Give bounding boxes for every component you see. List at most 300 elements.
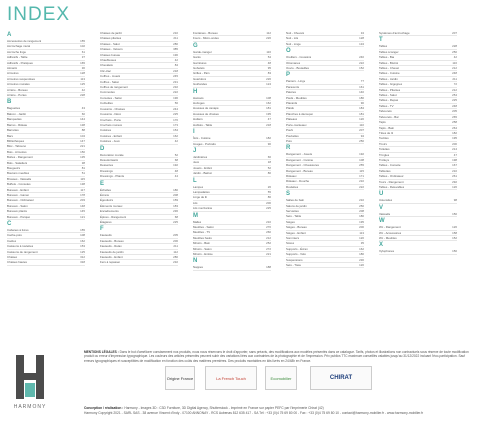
entry-name: Garde-manger: [193, 49, 212, 54]
entry-page: 18: [267, 160, 271, 165]
index-entry: [100, 260, 178, 265]
entry-page: 68: [174, 157, 178, 162]
entry-name: Textiles: [379, 136, 389, 141]
entry-name: Ouvre - Bouteilles: [286, 66, 309, 71]
entry-page: 128: [80, 71, 85, 76]
entry-name: Fauteuils de jardin: [100, 249, 124, 254]
index-letter: U: [379, 191, 384, 198]
index-entry: [193, 265, 271, 270]
entry-name: Cadres: [7, 238, 17, 243]
entry-page: 44: [174, 174, 178, 179]
entry-page: 26: [267, 184, 271, 189]
entry-page: 126: [452, 225, 457, 230]
entry-name: Épices - Rangement: [100, 214, 127, 219]
entry-page: 248: [452, 71, 457, 76]
entry-name: Bougeoirs: [7, 165, 21, 170]
entry-page: 128: [359, 36, 364, 41]
entry-page: 162: [173, 133, 178, 138]
entry-page: 42: [174, 139, 178, 144]
entry-name: Égouttoirs: [100, 198, 114, 203]
entry-name: Commodes: [100, 90, 115, 95]
entry-name: Chaises de jardin: [100, 31, 123, 35]
entry-name: Tables - Bistrot: [379, 60, 399, 65]
entry-page: 42: [81, 87, 85, 92]
entry-name: Banquettes: [7, 117, 22, 122]
entry-name: Tables - Relevables: [379, 184, 405, 189]
index-entry: [193, 123, 271, 128]
index-entry: [7, 215, 85, 220]
entry-name: Tables - Jardin: [379, 76, 398, 81]
entry-page: 35: [360, 241, 364, 246]
entry-page: 51: [81, 171, 85, 176]
entry-page: 113: [80, 76, 85, 81]
entry-name: Systèmes d'accrochage: [379, 31, 410, 35]
entry-name: Bureaux - Parquet: [7, 214, 31, 219]
entry-page: 47: [453, 152, 457, 157]
entry-name: Rangement - Chaussures: [286, 163, 319, 168]
entry-page: 211: [173, 36, 178, 41]
entry-name: Horloges: [193, 101, 205, 106]
entry-name: Gobelets: [193, 66, 205, 71]
harmony-logo: [8, 353, 52, 413]
entry-name: Sièges: [286, 219, 295, 224]
entry-page: 184: [359, 106, 364, 111]
index-letter: H: [193, 88, 198, 95]
entry-name: Boîtes - Rangement: [7, 155, 33, 160]
entry-name: Roulettes: [286, 184, 299, 189]
entry-page: 140: [359, 90, 364, 95]
entry-page: 265: [452, 114, 457, 119]
entry-page: 260: [266, 230, 271, 235]
entry-page: 196: [173, 52, 178, 57]
entry-name: Éléments muraux: [100, 203, 123, 208]
entry-name: Wc - Meubles: [379, 236, 397, 240]
entry-page: 292: [452, 179, 457, 184]
entry-name: Tables - TV: [379, 103, 394, 108]
entry-page: 228: [80, 93, 85, 98]
entry-name: Balcon - Jardin: [7, 111, 27, 116]
index-letter: P: [286, 72, 291, 79]
index-entry: [100, 139, 178, 144]
entry-name: Têtes de lit: [379, 130, 394, 135]
entry-name: Pieds - Meubles: [286, 95, 307, 100]
entry-name: Bars: [7, 133, 13, 138]
entry-name: Fers à repasser: [100, 260, 121, 265]
entry-page: 232: [173, 260, 178, 265]
entry-page: 90: [267, 141, 271, 146]
entry-name: Tables - Gigognes: [379, 82, 403, 87]
entry-name: Tabourets: [379, 109, 392, 114]
entry-name: Lampadaires: [193, 189, 210, 194]
entry-page: 42: [174, 58, 178, 63]
entry-name: Jeux: [193, 160, 200, 165]
entry-name: Lampes: [193, 184, 204, 189]
entry-name: Fauteuils - Bureau: [100, 238, 124, 243]
entry-name: Cuisines - Jeux: [100, 139, 120, 144]
entry-page: 98: [453, 198, 457, 203]
entry-name: Tapis - Bain: [379, 125, 395, 130]
entry-page: 225: [173, 112, 178, 117]
entry-page: 200: [266, 200, 271, 205]
entry-name: Bibliothèques: [7, 138, 25, 143]
origin-badge: Origine France: [165, 366, 195, 390]
entry-name: Hublots - Table: [193, 122, 213, 127]
entry-name: Bureaux - Salon: [7, 203, 28, 208]
entry-page: 162: [80, 238, 85, 243]
entry-page: 125: [80, 249, 85, 254]
entry-page: 117: [80, 187, 85, 192]
entry-name: Coussins - Déco: [100, 112, 122, 117]
entry-page: 181: [359, 111, 364, 116]
entry-page: 124: [266, 82, 271, 87]
entry-name: Rideaux: [286, 173, 297, 178]
entry-name: Plateaux: [286, 117, 298, 122]
entry-name: Arrière - Portes: [7, 93, 27, 98]
index-entry: [286, 139, 364, 144]
index-entry: [100, 174, 178, 179]
entry-page: 225: [266, 206, 271, 211]
index-letter: A: [7, 32, 12, 38]
entry-name: Chauffeuses: [100, 58, 117, 63]
entry-page: 258: [452, 120, 457, 125]
entry-name: Bureaux - Enfant: [7, 187, 29, 192]
index-letter: T: [379, 37, 383, 44]
entry-page: 56: [174, 101, 178, 106]
entry-name: Accessoires de rangement: [7, 39, 42, 43]
entry-page: 272: [266, 246, 271, 251]
entry-page: 182: [266, 136, 271, 141]
entry-page: 90: [360, 101, 364, 106]
entry-name: Sommiers: [286, 236, 300, 240]
entry-name: Miroirs - Bain: [193, 241, 211, 246]
page-title: INDEX: [7, 4, 71, 25]
entry-name: Dressings - Pliants: [100, 174, 125, 179]
brand-name: HARMONY: [13, 404, 47, 410]
legal-notice: [84, 350, 474, 363]
entry-name: Lits: [193, 200, 198, 205]
entry-name: Pots: [286, 138, 292, 143]
entry-name: Baguettes: [7, 106, 21, 111]
entry-page: 88: [81, 128, 85, 133]
index-letter: X: [379, 242, 384, 249]
entry-name: Sièges - Enfant: [286, 230, 306, 235]
entry-name: Cabanes à livres: [7, 228, 29, 232]
chirat-badge: CHIRAT: [310, 366, 372, 390]
entry-page: 236: [173, 209, 178, 214]
entry-name: Tapis: [379, 120, 386, 125]
entry-page: 150: [80, 149, 85, 154]
credits-text: Harmony - Images 3D : C3D Furniture, 3D Digital Agency, Shutterstock - Imprimé en France sur papier PEFC par l'Imprimerie Chirat (42): [124, 406, 324, 410]
entry-name: Armoires suspendues: [7, 76, 35, 81]
entry-page: 120: [359, 117, 364, 122]
entry-page: 72: [453, 82, 457, 87]
entry-page: 145: [80, 209, 85, 214]
entry-page: 195: [359, 219, 364, 224]
entry-page: 165: [80, 60, 85, 65]
entry-name: Brosses - Vaisselle: [7, 176, 32, 181]
entry-page: 255: [359, 163, 364, 168]
entry-page: 221: [80, 144, 85, 149]
entry-name: Fontaines - Bureau: [193, 31, 218, 35]
entry-page: 250: [359, 203, 364, 208]
index-letter: W: [379, 218, 385, 225]
entry-page: 210: [266, 219, 271, 224]
entry-page: 38: [81, 160, 85, 165]
entry-name: Stores: [286, 241, 295, 246]
entry-name: Tables - Chevet: [379, 66, 400, 71]
credits: [84, 406, 474, 416]
entry-name: Oreillers - Coussins: [286, 55, 312, 60]
entry-page: 104: [80, 133, 85, 138]
entry-name: Nuit - Chevets: [286, 31, 305, 35]
entry-page: 192: [173, 163, 178, 168]
entry-page: 210: [359, 179, 364, 184]
entry-name: Toilettes: [379, 147, 390, 152]
index-letter: I: [193, 129, 195, 136]
entry-page: 84: [174, 63, 178, 68]
entry-page: 196: [173, 95, 178, 100]
entry-page: 250: [359, 138, 364, 143]
entry-name: Aimants: [7, 66, 18, 71]
entry-name: Gants: [193, 55, 201, 60]
company-address: Harmony Copyright 2021 - SARL SAS - 38 avenue Vincent d'Indy - 07100 ANNONAY - RCS Aubenas 812 635 417 - SA Tél : +33 (0)4 75 69 80 00 - Fax : +33 (0)4 75 69 80 10 - contact@harmony-mobilier.fr - www.harmony-mobilier.fr: [84, 410, 424, 415]
index-column: [379, 31, 457, 255]
entry-page: 138: [80, 122, 85, 127]
entry-name: Tables: [379, 44, 388, 49]
entry-page: 108: [80, 233, 85, 238]
index-column: [193, 31, 271, 271]
entry-name: Tables - Console: [379, 163, 401, 168]
entry-name: Nuit - Lits: [286, 36, 299, 41]
entry-name: Ustensiles: [379, 198, 393, 203]
entry-page: 150: [452, 211, 457, 216]
entry-name: Fours - Micro-ondes: [193, 36, 219, 41]
entry-page: 120: [359, 236, 364, 240]
entry-page: 208: [359, 208, 364, 213]
entry-name: Échelles: [100, 187, 111, 192]
entry-page: 218: [266, 122, 271, 127]
entry-page: 221: [266, 252, 271, 256]
credits-label: Conception / réalisation :: [84, 406, 124, 410]
entry-page: 116: [266, 49, 271, 54]
entry-page: 180: [359, 252, 364, 257]
index-entry: [286, 42, 364, 47]
entry-name: Encadrements: [100, 209, 119, 214]
index-entry: [193, 171, 271, 176]
index-entry: [379, 198, 457, 203]
entry-name: Guéridons: [193, 76, 207, 81]
entry-page: 48: [267, 60, 271, 65]
entry-name: Tables - Salon: [379, 93, 398, 98]
footer: [0, 346, 480, 427]
entry-name: Meubles hauts: [193, 235, 212, 240]
index-entry: [379, 31, 457, 36]
entry-name: Accroche linge: [7, 49, 26, 54]
entry-page: 245: [173, 74, 178, 79]
entry-page: 77: [360, 79, 364, 84]
entry-name: Rangement - Jouets: [286, 152, 313, 157]
entry-name: Plaids: [286, 106, 294, 111]
entry-page: 173: [173, 122, 178, 127]
entry-name: Nappes: [193, 265, 203, 270]
entry-name: Patères: [286, 90, 296, 95]
entry-name: Huiliers: [193, 117, 203, 122]
entry-name: Coffres - Salon: [100, 79, 120, 84]
entry-name: Caissons à roulettes: [7, 244, 34, 249]
index-entry: [286, 263, 364, 268]
entry-page: 200: [452, 141, 457, 146]
entry-name: Dessertes: [100, 163, 114, 168]
index-entry: [379, 212, 457, 217]
entry-page: 230: [359, 257, 364, 262]
index-entry: [193, 36, 271, 41]
entry-name: Supports - Écran: [286, 246, 308, 251]
entry-name: Fauteuils - Enfant: [100, 255, 123, 260]
entry-page: 228: [452, 44, 457, 49]
entry-name: Chaises pliantes: [100, 36, 122, 41]
entry-page: 225: [452, 98, 457, 103]
entry-name: Corbeilles: [100, 101, 113, 106]
entry-name: Bureaux - Gamer: [7, 192, 30, 197]
index-entry: [7, 93, 85, 98]
index-letter: D: [100, 145, 105, 152]
entry-name: Rideaux - Douche: [286, 179, 310, 184]
entry-name: Poufs: [286, 128, 294, 133]
entry-page: 214: [452, 147, 457, 152]
entry-name: Tiroirs: [379, 141, 387, 146]
entry-page: 37: [81, 55, 85, 60]
index-column: [100, 31, 178, 266]
entry-page: 120: [359, 263, 364, 268]
entry-name: Sièges - Bureau: [286, 225, 307, 230]
entry-page: 152: [452, 236, 457, 240]
entry-name: Coffres - Jouets: [100, 74, 121, 79]
index-letter: G: [193, 42, 198, 49]
entry-name: Bureaux pliants: [7, 209, 27, 214]
entry-name: Sets - Table: [286, 214, 302, 219]
entry-name: Tablettes: [379, 168, 391, 173]
entry-page: 205: [173, 233, 178, 238]
entry-name: Tours - Rangement: [379, 179, 404, 184]
entry-name: Bureaux - Ordinateur: [7, 198, 34, 203]
entry-page: 180: [173, 187, 178, 192]
entry-name: Sets - Tissu: [286, 263, 302, 268]
entry-name: Poubelles: [286, 133, 299, 138]
index-letter: F: [100, 226, 104, 233]
entry-page: 159: [173, 198, 178, 203]
entry-name: Porte-manteaux: [286, 122, 307, 127]
entry-page: 52: [267, 165, 271, 170]
entry-name: Tables - Cuisine: [379, 71, 400, 76]
entry-page: 207: [359, 128, 364, 133]
entry-page: 240: [359, 55, 364, 60]
entry-name: Jardinières: [193, 154, 208, 159]
entry-page: 47: [267, 117, 271, 122]
entry-name: Tables - Repas: [379, 98, 399, 103]
entry-page: 94: [360, 133, 364, 138]
entry-page: 226: [266, 76, 271, 81]
entry-name: Miroirs - Salon: [193, 246, 212, 251]
entry-name: Rangement - Bureau: [286, 168, 313, 173]
entry-page: 212: [266, 235, 271, 240]
entry-name: Linge de lit: [193, 195, 207, 200]
index-entry: [379, 236, 457, 241]
entry-name: Cuisines - Enfant: [100, 133, 123, 138]
entry-name: Housses de canapé: [193, 106, 219, 111]
entry-page: 212: [452, 66, 457, 71]
entry-page: 66: [267, 154, 271, 159]
entry-page: 60: [81, 111, 85, 116]
entry-page: 42: [453, 55, 457, 60]
entry-name: Armoires: [7, 71, 19, 76]
entry-name: Écrans: [100, 192, 109, 197]
entry-page: 147: [80, 138, 85, 143]
entry-name: Chaises - Salon: [100, 41, 121, 46]
entry-page: 155: [80, 39, 85, 43]
entry-page: 212: [452, 87, 457, 92]
entry-page: 270: [266, 224, 271, 229]
entry-page: 261: [452, 174, 457, 179]
index-letter: E: [100, 180, 105, 187]
entry-name: Adhésifs - Table: [7, 55, 28, 60]
entry-page: 248: [452, 103, 457, 108]
entry-name: Tables - Pliantes: [379, 87, 401, 92]
entry-name: Meubles - Salon: [193, 224, 214, 229]
entry-name: Salons de jardin: [286, 203, 307, 208]
entry-page: 150: [452, 249, 457, 254]
entry-name: Trolleys: [379, 157, 390, 162]
entry-name: Cuisines: [100, 128, 112, 133]
entry-name: Clic-clac: [100, 68, 111, 73]
entry-name: Guirlandes: [193, 82, 207, 87]
entry-page: 385: [173, 47, 178, 52]
entry-name: Xylophones: [379, 249, 395, 254]
harmony-h-icon: [14, 353, 46, 401]
entry-page: 153: [80, 244, 85, 249]
certification-badges: [165, 366, 415, 396]
entry-name: Rangement - Cuisine: [286, 157, 314, 162]
index-letter: C: [7, 221, 12, 227]
entry-page: 54: [267, 55, 271, 60]
entry-page: 155: [80, 228, 85, 232]
entry-page: 232: [173, 85, 178, 90]
entry-page: 312: [80, 255, 85, 260]
entry-name: Accrochage mural: [7, 44, 31, 49]
entry-page: 222: [359, 60, 364, 65]
entry-name: Étagères: [100, 220, 112, 224]
entry-name: Ottomanes: [286, 60, 301, 65]
entry-page: 102: [80, 44, 85, 49]
index-entry: [379, 185, 457, 190]
entry-name: Armoires murales: [7, 82, 30, 87]
entry-page: 192: [359, 152, 364, 157]
entry-name: Hamacs: [193, 95, 204, 100]
entry-name: Barres - Rideau: [7, 122, 28, 127]
entry-page: 115: [80, 176, 85, 181]
entry-page: 30: [81, 66, 85, 71]
entry-page: 86: [267, 195, 271, 200]
entry-page: 188: [266, 265, 271, 270]
entry-name: Jardin - Balcon: [193, 171, 213, 176]
entry-page: 250: [452, 49, 457, 54]
entry-name: Planches à découper: [286, 111, 314, 116]
index-entry: [193, 252, 271, 257]
entry-name: Placards: [286, 101, 298, 106]
entry-page: 121: [80, 214, 85, 219]
entry-page: 205: [452, 109, 457, 114]
entry-name: Images - Portraits: [193, 141, 216, 146]
entry-page: 280: [173, 255, 178, 260]
